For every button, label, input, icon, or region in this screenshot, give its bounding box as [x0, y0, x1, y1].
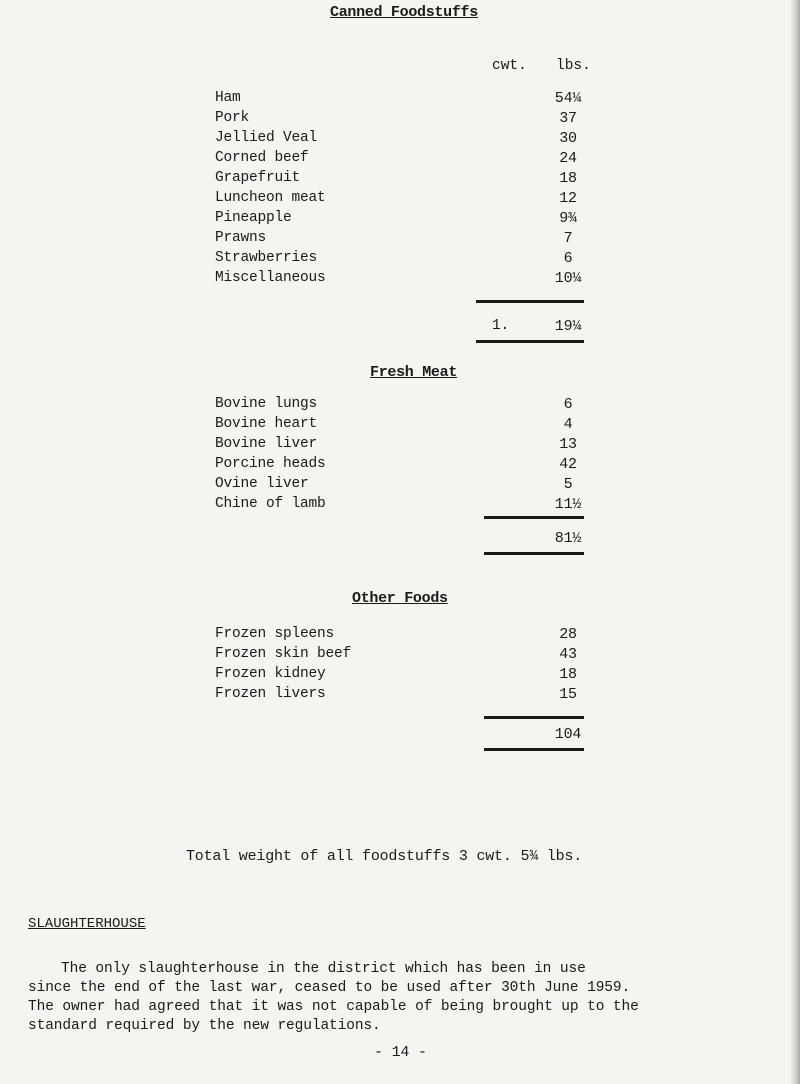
other-title: Other Foods — [352, 590, 448, 607]
slaughterhouse-line: The only slaughterhouse in the district which has been in use — [61, 961, 586, 977]
slaughterhouse-heading: SLAUGHTERHOUSE — [28, 916, 146, 932]
fresh-total-lbs: 81½ — [554, 530, 582, 547]
col-lbs-header: lbs. — [556, 58, 591, 74]
canned-item-name: Miscellaneous — [215, 270, 326, 286]
fresh-item-lbs: 6 — [563, 396, 573, 413]
canned-item-name: Jellied Veal — [215, 130, 318, 146]
canned-item-lbs: 9¾ — [559, 210, 577, 227]
canned-item-name: Pork — [215, 110, 250, 126]
scan-edge-shadow — [790, 0, 800, 1084]
canned-item-lbs: 7 — [563, 230, 573, 247]
canned-item-lbs: 37 — [559, 110, 577, 127]
canned-item-lbs: 10¼ — [554, 270, 582, 287]
canned-total-lbs: 19¼ — [554, 318, 582, 335]
fresh-item-lbs: 13 — [559, 436, 577, 453]
canned-item-lbs: 24 — [559, 150, 577, 167]
other-item-lbs: 15 — [559, 686, 577, 703]
canned-item-name: Pineapple — [215, 210, 292, 226]
fresh-title: Fresh Meat — [370, 364, 458, 381]
canned-item-name: Strawberries — [215, 250, 318, 266]
canned-item-lbs: 6 — [563, 250, 573, 267]
fresh-item-name: Bovine heart — [215, 416, 318, 432]
canned-item-name: Ham — [215, 90, 241, 106]
grand-total-line: Total weight of all foodstuffs 3 cwt. 5¾ lbs. — [186, 848, 583, 865]
fresh-item-lbs: 5 — [563, 476, 573, 493]
canned-item-lbs: 18 — [559, 170, 577, 187]
other-total-rule-bottom — [484, 748, 584, 751]
other-total-rule-top — [484, 716, 584, 719]
fresh-item-lbs: 42 — [559, 456, 577, 473]
other-item-name: Frozen kidney — [215, 666, 326, 682]
slaughterhouse-line: standard required by the new regulations. — [28, 1018, 381, 1034]
canned-total-rule-bottom — [476, 340, 584, 343]
canned-item-name: Prawns — [215, 230, 267, 246]
canned-item-lbs: 54¼ — [554, 90, 582, 107]
fresh-item-name: Chine of lamb — [215, 496, 326, 512]
fresh-item-lbs: 11½ — [554, 496, 582, 513]
page-number: - 14 - — [374, 1044, 427, 1061]
slaughterhouse-line: The owner had agreed that it was not capable of being brought up to the — [28, 999, 639, 1015]
canned-item-lbs: 12 — [559, 190, 577, 207]
other-item-lbs: 43 — [559, 646, 577, 663]
canned-item-lbs: 30 — [559, 130, 577, 147]
canned-item-name: Grapefruit — [215, 170, 301, 186]
fresh-item-name: Bovine liver — [215, 436, 318, 452]
fresh-item-name: Porcine heads — [215, 456, 326, 472]
canned-total-cwt: 1. — [492, 318, 510, 334]
canned-item-name: Corned beef — [215, 150, 309, 166]
fresh-item-name: Ovine liver — [215, 476, 309, 492]
other-item-lbs: 28 — [559, 626, 577, 643]
fresh-item-name: Bovine lungs — [215, 396, 318, 412]
other-total-lbs: 104 — [554, 726, 582, 743]
fresh-total-rule-top — [484, 516, 584, 519]
col-cwt-header: cwt. — [492, 58, 527, 74]
other-item-name: Frozen spleens — [215, 626, 335, 642]
other-item-name: Frozen skin beef — [215, 646, 352, 662]
fresh-total-rule-bottom — [484, 552, 584, 555]
other-item-lbs: 18 — [559, 666, 577, 683]
canned-total-rule-top — [476, 300, 584, 303]
canned-title: Canned Foodstuffs — [330, 4, 478, 21]
canned-item-name: Luncheon meat — [215, 190, 326, 206]
other-item-name: Frozen livers — [215, 686, 326, 702]
slaughterhouse-line: since the end of the last war, ceased to be used after 30th June 1959. — [28, 980, 631, 996]
fresh-item-lbs: 4 — [563, 416, 573, 433]
